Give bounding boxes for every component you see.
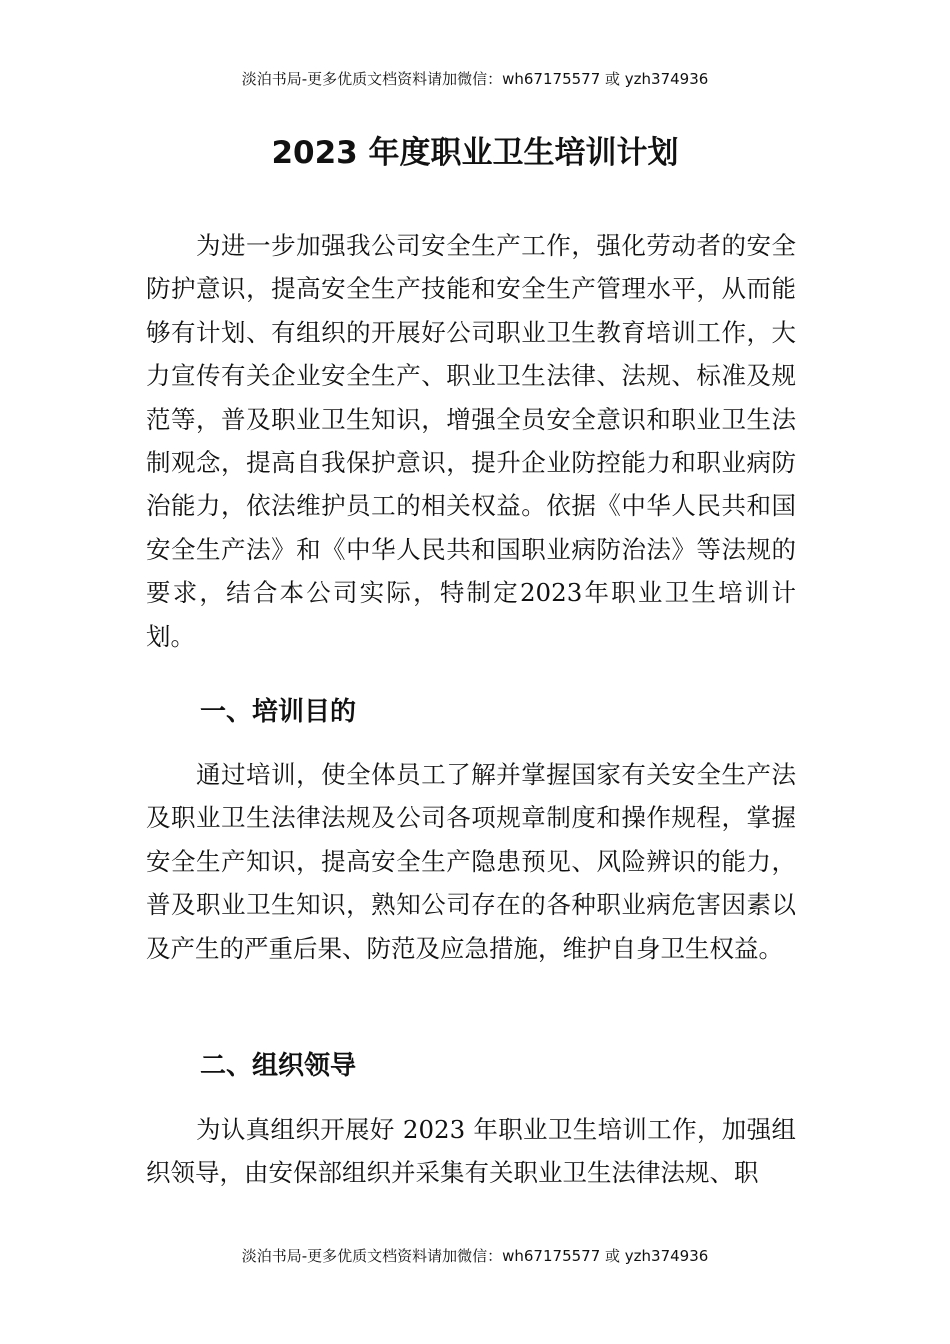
section-heading-organization: 二、组织领导 [200, 1051, 357, 1081]
intro-paragraph: 为进一步加强我公司安全生产工作，强化劳动者的安全防护意识，提高安全生产技能和安全生产管理水平，从而能够有计划、有组织的开展好公司职业卫生教育培训工作，大力宣传有关企业安全生产、职业卫生法律、法规、标准及规范等，普及职业卫生知识，增强全员安全意识和职业卫生法制观念，提高自我保护意识，提升企业防控能力和职业病防治能力，依法维护员工的相关权益。依据《中华人民共和国安全生产法》和《中华人民共和国职业病防治法》等法规的要求，结合本公司实际，特制定2023年职业卫生培训计划。 [146, 231, 796, 651]
footer-watermark: 淡泊书局-更多优质文档资料请加微信：wh67175577 或 yzh374936 [241, 1247, 709, 1265]
document-title: 2023 年度职业卫生培训计划 [271, 135, 679, 171]
section-body-training-purpose: 通过培训，使全体员工了解并掌握国家有关安全生产法及职业卫生法律法规及公司各项规章制度和操作规程，掌握安全生产知识，提高安全生产隐患预见、风险辨识的能力，普及职业卫生知识，熟知公司存在的各种职业病危害因素以及产生的严重后果、防范及应急措施，维护自身卫生权益。 [146, 760, 796, 963]
section-body-organization: 为认真组织开展好 2023 年职业卫生培训工作，加强组织领导，由安保部组织并采集有关职业卫生法律法规、职 [146, 1115, 796, 1188]
header-watermark: 淡泊书局-更多优质文档资料请加微信：wh67175577 或 yzh374936 [241, 70, 709, 88]
section-heading-training-purpose: 一、培训目的 [200, 697, 357, 727]
